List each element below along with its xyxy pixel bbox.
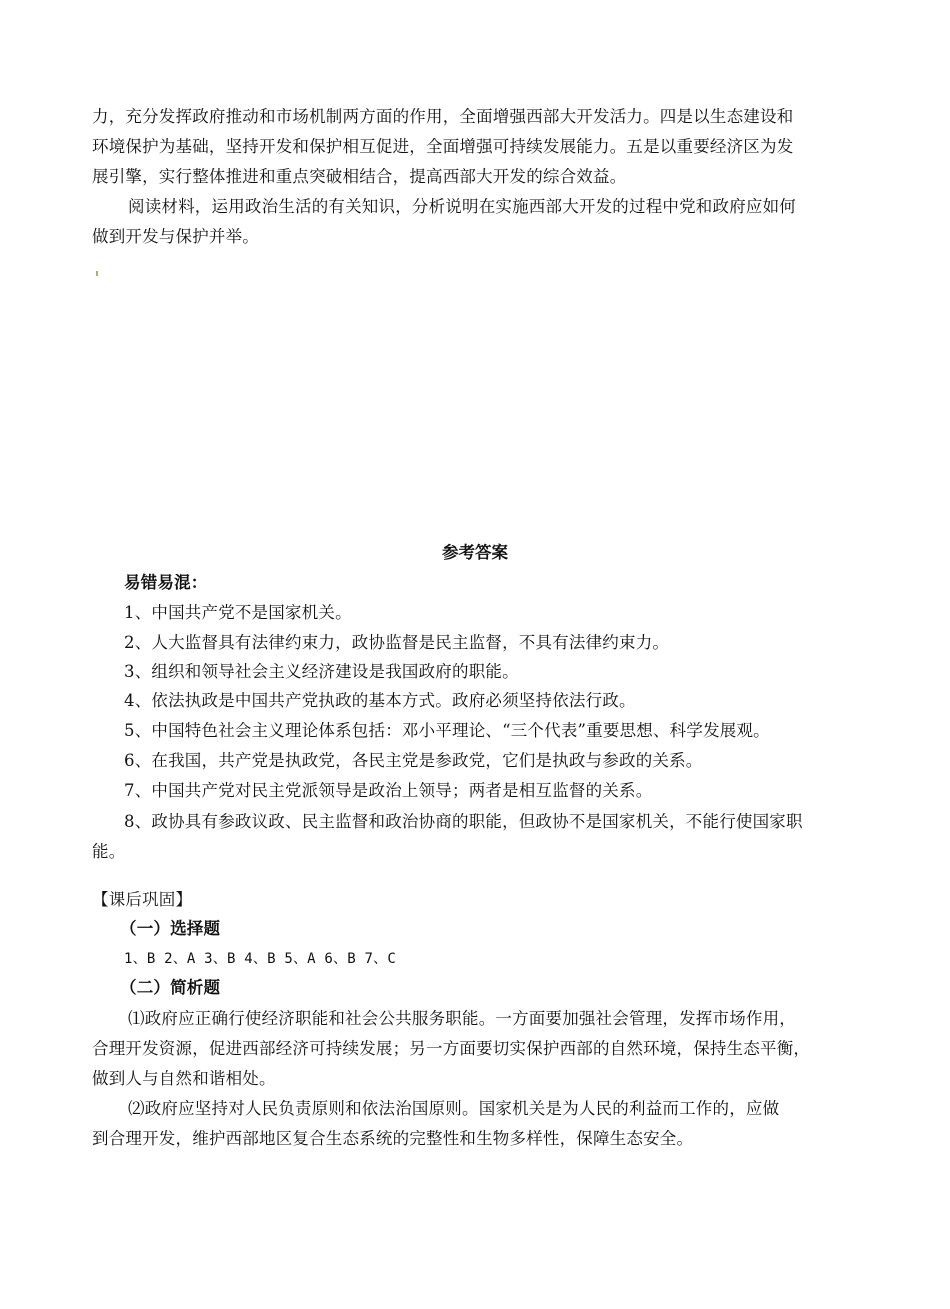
stray-mark xyxy=(96,271,98,276)
analysis-line-2: 合理开发资源，促进西部经济可持续发展；另一方面要切实保护西部的自然环境，保持生态平衡， xyxy=(92,1039,811,1058)
analysis-line-1: ⑴政府应正确行使经济职能和社会公共服务职能。一方面要加强社会管理，发挥市场作用， xyxy=(128,1009,796,1028)
question-line-2: 做到开发与保护并举。 xyxy=(92,227,259,246)
analysis-line-4: ⑵政府应坚持对人民负责原则和依法治国原则。国家机关是为人民的利益而工作的，应做 xyxy=(128,1099,780,1118)
confusion-item-5: 5、中国特色社会主义理论体系包括：邓小平理论、“三个代表”重要思想、科学发展观。 xyxy=(124,721,770,740)
material-line-1: 力，充分发挥政府推动和市场机制两方面的作用，全面增强西部大开发活力。四是以生态建设和 xyxy=(92,107,794,126)
confusion-item-8: 8、政协具有参政议政、民主监督和政治协商的职能，但政协不是国家机关，不能行使国家职 xyxy=(124,812,803,831)
analysis-line-5: 到合理开发，维护西部地区复合生态系统的完整性和生物多样性，保障生态安全。 xyxy=(92,1129,694,1148)
confusion-item-8-cont: 能。 xyxy=(92,842,126,861)
choice-heading: （一）选择题 xyxy=(120,919,221,938)
analysis-heading: （二）简析题 xyxy=(120,978,221,997)
confusion-item-4: 4、依法执政是中国共产党执政的基本方式。政府必须坚持依法行政。 xyxy=(124,691,636,710)
answers-title: 参考答案 xyxy=(442,543,508,562)
confusion-heading: 易错易混： xyxy=(124,573,208,592)
material-line-3: 展引擎，实行整体推进和重点突破相结合，提高西部大开发的综合效益。 xyxy=(92,167,627,186)
question-line-1: 阅读材料，运用政治生活的有关知识，分析说明在实施西部大开发的过程中党和政府应如何 xyxy=(128,197,796,216)
confusion-item-2: 2、人大监督具有法律约束力，政协监督是民主监督，不具有法律约束力。 xyxy=(124,633,670,652)
consolidation-heading: 【课后巩固】 xyxy=(92,890,193,909)
confusion-item-1: 1、中国共产党不是国家机关。 xyxy=(124,603,352,622)
confusion-item-6: 6、在我国，共产党是执政党，各民主党是参政党，它们是执政与参政的关系。 xyxy=(124,751,703,770)
confusion-item-7: 7、中国共产党对民主党派领导是政治上领导；两者是相互监督的关系。 xyxy=(124,781,653,800)
analysis-line-3: 做到人与自然和谐相处。 xyxy=(92,1069,276,1088)
material-line-2: 环境保护为基础，坚持开发和保护相互促进，全面增强可持续发展能力。五是以重要经济区为发 xyxy=(92,137,794,156)
choice-answers: 1、B 2、A 3、B 4、B 5、A 6、B 7、C xyxy=(124,951,396,967)
confusion-item-3: 3、组织和领导社会主义经济建设是我国政府的职能。 xyxy=(124,662,519,681)
